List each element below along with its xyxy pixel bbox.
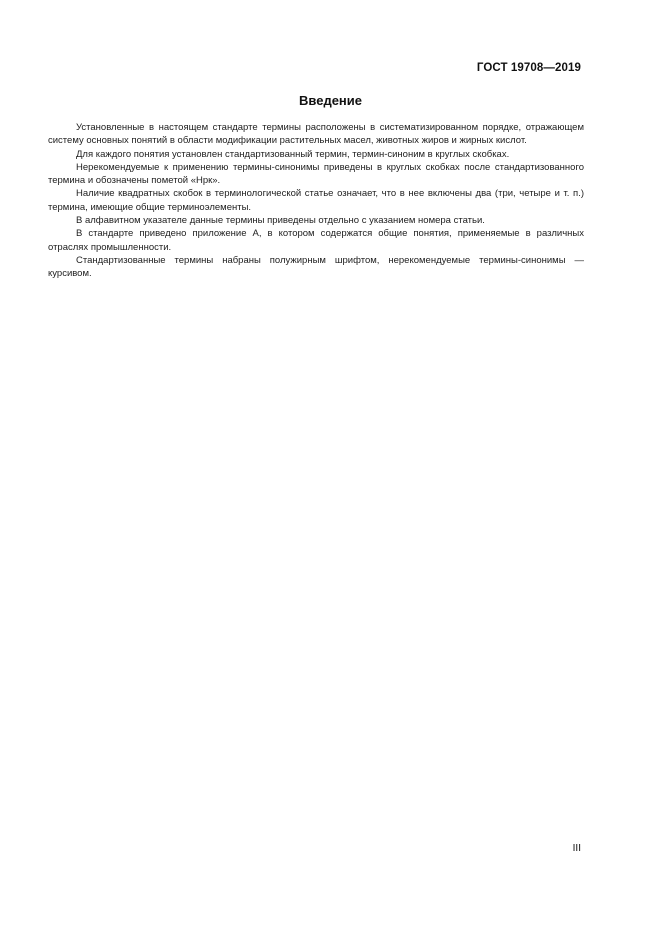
paragraph: В алфавитном указателе данные термины приведены отдельно с указанием номера статьи. (76, 215, 485, 227)
paragraph: Нерекомендуемые к применению термины-синонимы приведены в круглых скобках после стандартизованного термина и обозначены пометой «Нрк». (48, 161, 584, 187)
body-text (48, 121, 584, 281)
document-code: ГОСТ 19708—2019 (476, 62, 581, 74)
paragraph: Для каждого понятия установлен стандартизованный термин, термин-синоним в круглых скобках. (76, 148, 510, 160)
paragraph: В стандарте приведено приложение А, в котором содержатся общие понятия, применяемые в различных отраслях промышленности. (48, 228, 584, 253)
page-number: III (572, 843, 581, 854)
section-title: Введение (299, 93, 362, 108)
paragraph: Наличие квадратных скобок в терминологической статье означает, что в нее включены два (три, четыре и т. п.) термина, имеющие общие терминоэлементы. (48, 188, 584, 213)
paragraph: Стандартизованные термины набраны полужирным шрифтом, нерекомендуемые термины-синонимы — курсивом. (48, 254, 584, 280)
paragraph: Установленные в настоящем стандарте термины расположены в систематизированном порядке, отражающем систему основных понятий в области модификации растительных масел, животных жиров и жирных кислот. (48, 122, 584, 147)
